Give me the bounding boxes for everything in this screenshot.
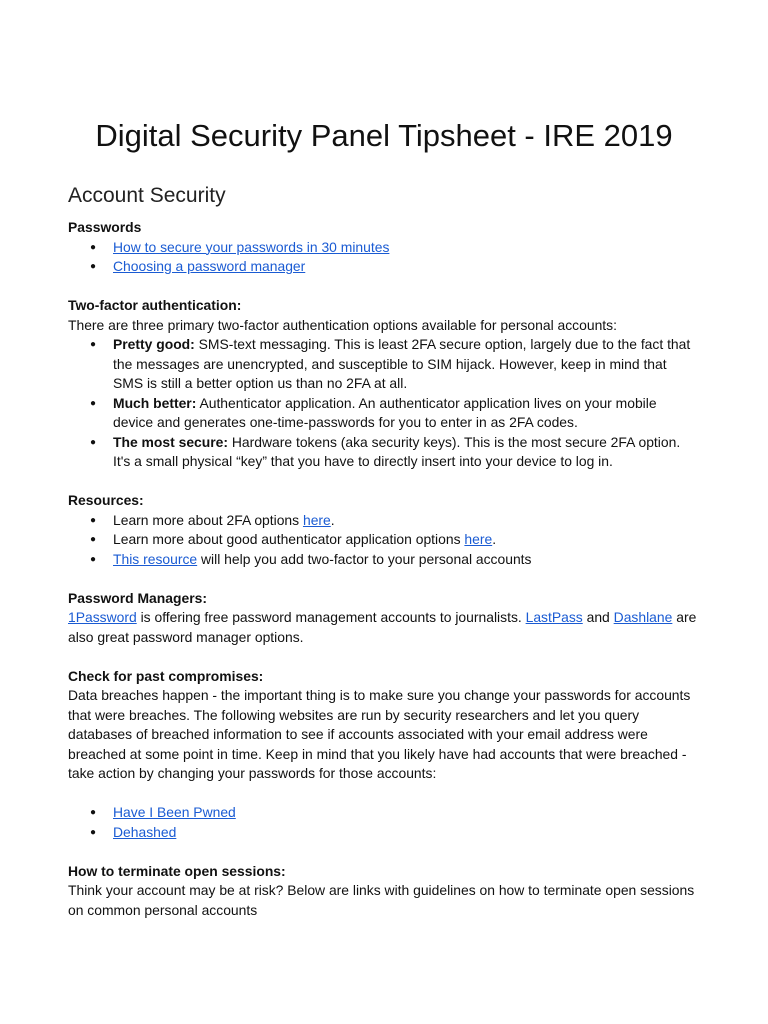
passwords-link-list (68, 238, 700, 277)
list-item (113, 433, 700, 472)
heading-resources: Resources: (68, 492, 144, 508)
heading-password-managers: Password Managers: (68, 589, 207, 606)
link-dehashed[interactable]: Dehashed (113, 823, 177, 840)
resource-punct: . (330, 511, 335, 528)
resource-text: will help you add two-factor to your personal accounts (197, 550, 532, 567)
list-item (113, 238, 700, 258)
heading-terminate-sessions: How to terminate open sessions: (68, 862, 286, 879)
pm-text: are also great password manager options. (68, 609, 697, 645)
resource-text: Learn more about 2FA options (113, 511, 303, 528)
option-label-most-secure: The most secure: (113, 433, 229, 450)
heading-past-compromises: Check for past compromises: (68, 667, 264, 684)
heading-passwords: Passwords (68, 219, 142, 235)
resource-text: Learn more about good authenticator application options (113, 531, 465, 547)
list-item (113, 550, 700, 570)
password-managers-paragraph (68, 608, 700, 647)
option-text-most-secure: Hardware tokens (aka security keys). This is the most secure 2FA option. It's a small physical “key” that you have to directly insert into your device to log in. (113, 433, 681, 469)
link-have-i-been-pwned[interactable]: Have I Been Pwned (113, 804, 236, 820)
list-item (113, 530, 700, 550)
sessions-paragraph: Think your account may be at risk? Below are links with guidelines on how to terminate open sessions on common personal accounts (68, 882, 695, 918)
resources-list (68, 511, 700, 570)
list-item (113, 394, 700, 433)
link-dashlane[interactable]: Dashlane (613, 609, 673, 625)
compromises-paragraph: Data breaches happen - the important thing is to make sure you change your passwords for accounts that were breaches. The following websites are run by security researchers and let you query databases of breached information to see if accounts associated with your email address were breached at some point in time. Keep in mind that you likely have had accounts that were breached - take action by changing your passwords for those accounts: (68, 687, 691, 781)
two-factor-options-list (68, 335, 700, 472)
link-2fa-options-here[interactable]: here (302, 511, 331, 528)
option-label-much-better: Much better: (113, 394, 197, 411)
document-body (68, 218, 700, 920)
link-choosing-password-manager[interactable]: Choosing a password manager (113, 258, 306, 274)
section-heading-account-security: Account Security (68, 184, 226, 207)
list-item (113, 335, 700, 394)
link-this-resource[interactable]: This resource (113, 550, 198, 567)
resource-punct: . (492, 531, 497, 547)
list-item (113, 803, 700, 823)
two-factor-intro: There are three primary two-factor authentication options available for personal accounts: (68, 316, 617, 333)
link-authenticator-here[interactable]: here (464, 531, 493, 547)
option-text-pretty-good: SMS-text messaging. This is least 2FA secure option, largely due to the fact that the messages are unencrypted, and susceptible to SIM hijack. However, keep in mind that SMS is still a better option us than no 2FA at all. (113, 336, 691, 391)
option-label-pretty-good: Pretty good: (113, 336, 195, 352)
link-1password[interactable]: 1Password (68, 609, 137, 625)
option-text-much-better: Authenticator application. An authenticator application lives on your mobile device and generates one-time-passwords for you to enter in as 2FA codes. (113, 394, 657, 430)
heading-two-factor: Two-factor authentication: (68, 297, 242, 313)
list-item (113, 823, 700, 843)
list-item (113, 257, 700, 277)
list-item (113, 511, 700, 531)
document-title: Digital Security Panel Tipsheet - IRE 2019 (95, 118, 673, 153)
pm-text: and (582, 609, 614, 625)
pm-text: is offering free password management accounts to journalists. (136, 609, 526, 625)
link-lastpass[interactable]: LastPass (525, 609, 583, 625)
link-secure-passwords[interactable]: How to secure your passwords in 30 minutes (113, 238, 390, 255)
breach-links-list (68, 803, 700, 842)
